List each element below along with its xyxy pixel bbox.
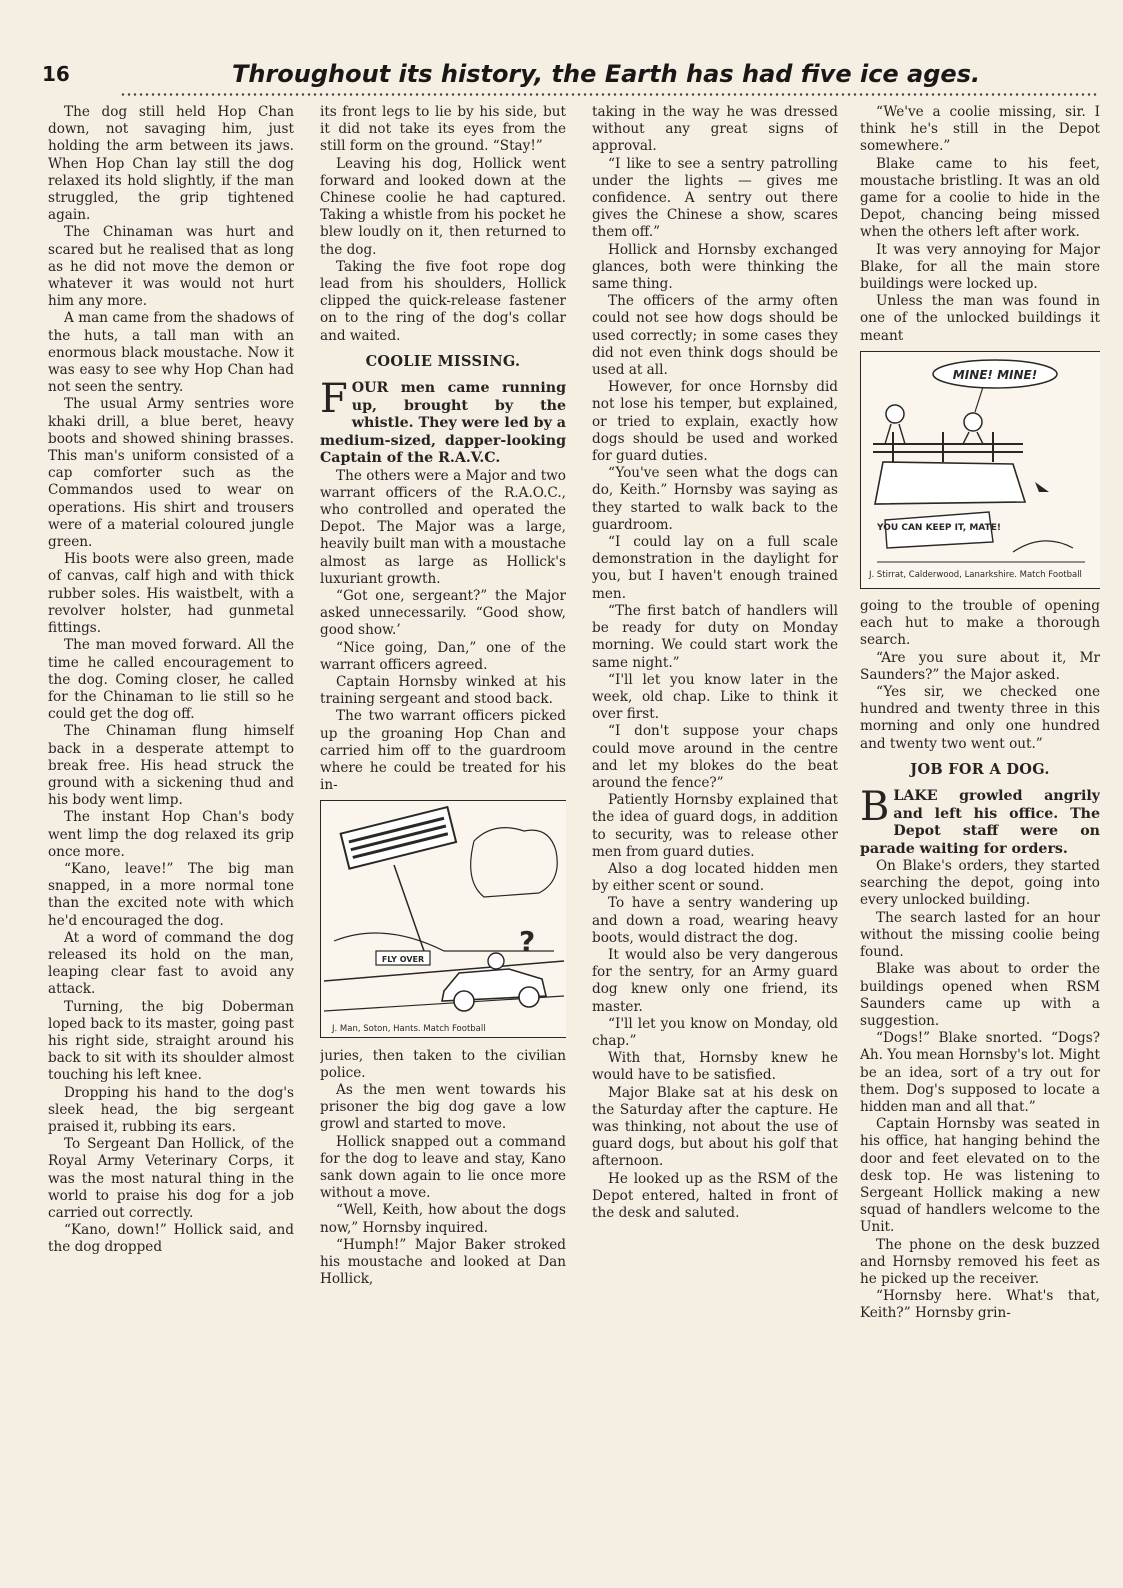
paragraph: The officers of the army often could not see how dogs should be used correctly; in some cases they did not even think dogs should be used at all. [592,293,838,379]
paragraph: Also a dog located hidden men by either scent or sound. [592,860,838,895]
paragraph: The search lasted for an hour without the missing coolie being found. [860,909,1100,961]
paragraph: “Well, Keith, how about the dogs now,” Hornsby inquired. [320,1202,566,1236]
drop-cap: F [320,376,348,423]
paragraph: taking in the way he was dressed without any great signs of approval. [592,104,838,155]
paragraph: It would also be very dangerous for the sentry, for an Army guard dog knew only one friend, its master. [592,946,838,1015]
paragraph: “The first batch of handlers will be ready for duty on Monday morning. We could start work the same night.” [592,602,838,671]
paragraph: At a word of command the dog released its hold on the man, leaping clear fast to avoid any attack. [48,929,294,998]
paragraph: “Kano, leave!” The big man snapped, in a more normal tone than the excited note with which he'd encouraged the dog. [48,860,294,929]
paragraph: juries, then taken to the civilian police. [320,1047,566,1081]
section-heading: JOB FOR A DOG. [910,760,1050,778]
paragraph: Blake came to his feet, moustache bristling. It was an old game for a coolie to hide in the Depot, chancing being missed when the others left after work. [860,155,1100,241]
cartoon-credit: J. Man, Soton, Hants. Match Football [332,1024,486,1035]
dotted-rule [120,93,1098,96]
paragraph: The instant Hop Chan's body went limp the dog relaxed its grip once more. [48,809,294,860]
paragraph: Captain Hornsby winked at his training sergeant and stood back. [320,673,566,708]
paragraph: It was very annoying for Major Blake, for all the main store buildings were locked up. [860,241,1100,293]
paragraph: On Blake's orders, they started searching the depot, going into every unlocked building. [860,858,1100,909]
paragraph: To Sergeant Dan Hollick, of the Royal Army Veterinary Corps, it was the most natural thing in the world to praise his dog for a job carried out correctly. [48,1136,294,1221]
paragraph: The others were a Major and two warrant officers of the R.A.O.C., who controlled and operated the Depot. The Major was a large, heavily built man with a moustache almost as large as Hollick's luxuriant growth. [320,467,566,587]
paragraph: Blake was about to order the buildings opened when RSM Saunders came up with a suggestion. [860,961,1100,1029]
paragraph: He looked up as the RSM of the Depot entered, halted in front of the desk and saluted. [592,1170,838,1221]
paragraph: Taking the five foot rope dog lead from his shoulders, Hollick clipped the quick-release fastener on to the ring of the dog's collar and waited. [320,258,566,344]
paragraph: The phone on the desk buzzed and Hornsby removed his feet as he picked up the receiver. [860,1236,1100,1287]
flyover-sign: FLY OVER [381,955,425,965]
cartoon-credit: J. Stirrat, Calderwood, Lanarkshire. Match Football [869,569,1082,580]
paragraph: Hollick snapped out a command for the dog to leave and stay, Kano sank down again to lie once more without a move. [320,1133,566,1202]
lead-text: LAKE growled angrily and left his office. The Depot staff were on parade waiting for orders. [860,788,1100,857]
paragraph: Major Blake sat at his desk on the Saturday after the capture. He was thinking, not about the use of guard dogs, but about his golf that afternoon. [592,1084,838,1170]
paragraph: To have a sentry wandering up and down a road, wearing heavy boots, would distract the dog. [592,895,838,946]
paragraph: “I like to see a sentry patrolling under the lights — gives me confidence. A sentry out there gives the Chinese a show, scares them off.” [592,155,838,241]
paragraph: The Chinaman was hurt and scared but he realised that as long as he did not move the demon or whatever it was would not hurt him any more. [48,224,294,310]
paragraph: Captain Hornsby was seated in his office, hat hanging behind the door and feet elevated on to the desk top. He was listening to Sergeant Hollick making a new squad of handlers welcome to the Unit. [860,1116,1100,1236]
paragraph: “I'll let you know on Monday, old chap.” [592,1015,838,1049]
cartoon-flyover [320,800,566,1038]
paragraph: As the men went towards his prisoner the big dog gave a low growl and started to move. [320,1082,566,1133]
paragraph: going to the trouble of opening each hut to make a thorough search. [860,598,1100,649]
paragraph: Hollick and Hornsby exchanged glances, both were thinking the same thing. [592,241,838,293]
paragraph: “Nice going, Dan,” one of the warrant officers agreed. [320,639,566,673]
lead-text: OUR men came running up, brought by the whistle. They were led by a medium-sized, dapper-looking Captain of the R.A.V.C. [320,380,566,467]
page-headline: Throughout its history, the Earth has had five ice ages. [232,60,981,88]
paragraph: The man moved forward. All the time he called encouragement to the dog. Coming closer, he called for the Chinaman to lie still so he could get the dog off. [48,637,294,723]
paragraph: “Kano, down!” Hollick said, and the dog dropped [48,1222,294,1256]
drop-cap: B [860,784,890,831]
paragraph: The Chinaman flung himself back in a desperate attempt to break free. His head struck the ground with a sickening thud and his body went limp. [48,723,294,809]
question-mark: ? [519,925,536,959]
paragraph: Unless the man was found in one of the unlocked buildings it meant [860,293,1100,344]
paragraph: The dog still held Hop Chan down, not savaging him, just holding the arm between its jaws. When Hop Chan lay still the dog relaxed its hold slightly, if the man struggled, the grip tightened again. [48,104,294,224]
paragraph: “Dogs!” Blake snorted. “Dogs? Ah. You mean Hornsby's lot. Might be an idea, sort of a try out for them. Dog's supposed to locate a hidden man and all that.” [860,1030,1100,1115]
speech-bubble-keep: YOU CAN KEEP IT, MATE! [877,522,1001,533]
paragraph: However, for once Hornsby did not lose his temper, but explained, or tried to explain, exactly how dogs should be used and worked for guard duties. [592,379,838,465]
text-column-1 [48,104,294,1484]
paragraph: “I could lay on a full scale demonstration in the daylight for you, but I haven't enough trained men. [592,534,838,602]
paragraph: “Humph!” Major Baker stroked his moustache and looked at Dan Hollick, [320,1236,566,1288]
paragraph: “Yes sir, we checked one hundred and twenty three in this morning and only one hundred and twenty two went out.” [860,684,1100,752]
text-column-3 [592,104,838,1484]
paragraph: “We've a coolie missing, sir. I think he's still in the Depot somewhere.” [860,104,1100,155]
paragraph: “I'll let you know later in the week, old chap. Like to think it over first. [592,671,838,723]
paragraph: its front legs to lie by his side, but it did not take its eyes from the still form on the ground. “Stay!” [320,104,566,155]
paragraph: “Hornsby here. What's that, Keith?” Hornsby grin- [860,1288,1100,1322]
speech-bubble-mine: MINE! MINE! [952,367,1038,382]
paragraph: Leaving his dog, Hollick went forward and looked down at the Chinese coolie he had captured. Taking a whistle from his pocket he blew loudly on it, then returned to the dog. [320,155,566,258]
lead-paragraph [320,376,566,468]
paragraph: The two warrant officers picked up the groaning Hop Chan and carried him off to the guardroom where he could be treated for his in- [320,708,566,794]
cartoon-mine [860,351,1100,589]
paragraph: “You've seen what the dogs can do, Keith.” Hornsby was saying as they started to walk back to the guardroom. [592,465,838,533]
paragraph: A man came from the shadows of the huts, a tall man with an enormous black moustache. Now it was easy to see why Hop Chan had not seen the sentry. [48,310,294,396]
text-column-2 [320,104,566,1484]
paragraph: “I don't suppose your chaps could move around in the centre and let my blokes do the beat around the fence?” [592,723,838,791]
paragraph: His boots were also green, made of canvas, calf high and with thick rubber soles. His waistbelt, with a revolver holster, had gunmetal fittings. [48,551,294,637]
paragraph: “Are you sure about it, Mr Saunders?” the Major asked. [860,649,1100,683]
paragraph: Dropping his hand to the dog's sleek head, the big sergeant praised it, rubbing its ears. [48,1084,294,1135]
section-heading: COOLIE MISSING. [365,352,521,370]
text-column-4 [860,104,1100,1484]
lead-paragraph [860,784,1100,858]
paragraph: With that, Hornsby knew he would have to be satisfied. [592,1050,838,1084]
page-number: 16 [42,62,70,86]
paragraph: Patiently Hornsby explained that the idea of guard dogs, in addition to security, was to release other men from guard duties. [592,792,838,860]
paragraph: “Got one, sergeant?” the Major asked unnecessarily. “Good show, good show.’ [320,587,566,639]
paragraph: The usual Army sentries wore khaki drill, a blue beret, heavy boots and showed shining brasses. This man's uniform consisted of a cap comforter such as the Commandos used to wear on operations. His shirt and trousers were of a material coloured jungle green. [48,396,294,551]
paragraph: Turning, the big Doberman loped back to its master, going past his right side, straight around his back to sit with its shoulder almost touching his left knee. [48,998,294,1084]
